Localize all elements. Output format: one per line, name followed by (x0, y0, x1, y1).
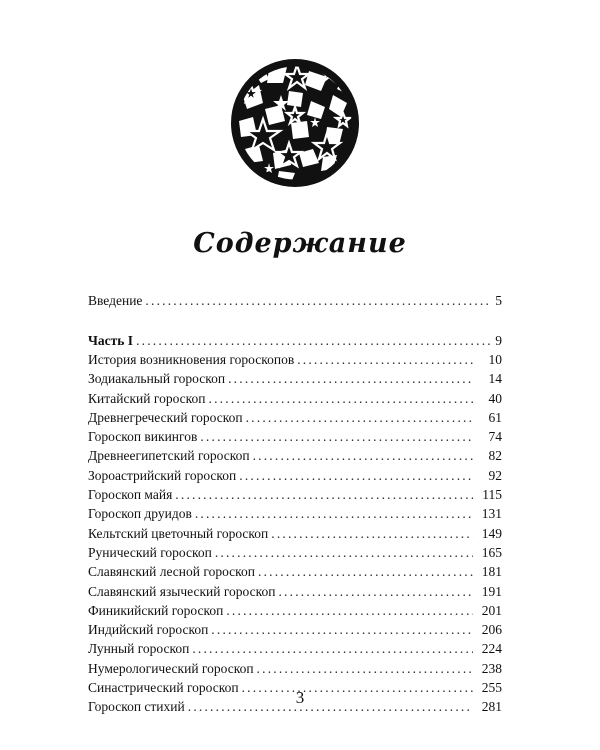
toc-entry-label: Китайский гороскоп (88, 390, 206, 406)
toc-dot-leader (195, 506, 473, 522)
toc-entry-label: Славянский лесной гороскоп (88, 564, 255, 580)
toc-entry-label: Гороскоп викингов (88, 429, 198, 445)
toc-entry-label: Индийский гороскоп (88, 622, 209, 638)
toc-entry (88, 391, 502, 410)
toc-entry-page: 224 (481, 641, 502, 657)
page-title: Содержание (193, 228, 407, 259)
toc-entry-label: Финикийский гороскоп (88, 602, 224, 618)
toc-entry (88, 448, 502, 467)
page-number: 3 (295, 688, 305, 707)
toc-entry-page: 82 (488, 448, 502, 464)
toc-dot-leader (175, 487, 473, 503)
toc-dot-leader (211, 622, 473, 638)
toc-chapter-list (88, 352, 502, 719)
toc-dot-leader (215, 545, 473, 561)
toc-entry (88, 564, 502, 583)
toc-entry-page: 9 (495, 333, 502, 348)
toc-dot-leader (192, 641, 473, 657)
toc-entry-page: 14 (488, 371, 502, 387)
toc-entry (88, 545, 502, 564)
toc-dot-leader (228, 371, 473, 387)
toc-entry (88, 429, 502, 448)
toc-entry-page: 115 (482, 487, 502, 503)
toc-entry-label: Гороскоп стихий (88, 699, 185, 715)
toc-entry (88, 487, 502, 506)
toc-entry-label: Зодиакальный гороскоп (88, 371, 226, 387)
toc-entry-page: 181 (481, 564, 502, 580)
toc-entry-page: 255 (481, 680, 502, 696)
toc-part (88, 333, 502, 352)
toc-dot-leader (226, 603, 473, 619)
toc-dot-leader (209, 391, 473, 407)
toc-entry-page: 281 (481, 699, 502, 715)
toc-entry (88, 468, 502, 487)
toc-entry-page: 191 (481, 583, 502, 599)
toc-entry-label: Введение (88, 293, 143, 308)
toc-entry-label: Древнеегипетский гороскоп (88, 448, 250, 464)
toc-dot-leader (136, 333, 492, 349)
toc-entry-intro (88, 293, 502, 312)
toc-entry (88, 584, 502, 603)
toc-entry (88, 410, 502, 429)
toc-entry (88, 641, 502, 660)
toc-dot-leader (278, 584, 473, 600)
toc-dot-leader (257, 661, 473, 677)
toc-entry (88, 371, 502, 390)
toc-entry (88, 603, 502, 622)
toc-dot-leader (145, 293, 492, 309)
toc-entry-label: Рунический гороскоп (88, 544, 212, 560)
toc-entry-label: Древнегреческий гороскоп (88, 409, 243, 425)
toc-entry (88, 526, 502, 545)
toc-entry-label: Синастрический гороскоп (88, 680, 239, 696)
toc-dot-leader (200, 429, 473, 445)
toc-entry (88, 352, 502, 371)
toc-entry (88, 661, 502, 680)
toc-entry-page: 131 (481, 506, 502, 522)
toc-entry-page: 238 (481, 660, 502, 676)
toc-entry-page: 149 (481, 525, 502, 541)
toc-entry (88, 506, 502, 525)
toc-entry-page: 92 (488, 467, 502, 483)
toc-entry-page: 5 (495, 293, 502, 308)
toc-entry-page: 165 (481, 544, 502, 560)
toc-entry-label: Нумерологический гороскоп (88, 660, 254, 676)
toc-dot-leader (297, 352, 473, 368)
toc-entry-page: 40 (488, 390, 502, 406)
toc-entry-label: Лунный гороскоп (88, 641, 190, 657)
toc-dot-leader (258, 564, 473, 580)
toc-entry-label: Славянский языческий гороскоп (88, 583, 276, 599)
toc-entry-page: 10 (488, 352, 502, 367)
toc-entry-part (88, 333, 502, 352)
toc-entry-page: 74 (488, 429, 502, 445)
star-circle-emblem-icon (229, 57, 361, 189)
toc-entry-page: 201 (481, 602, 502, 618)
toc-dot-leader (271, 526, 473, 542)
toc-dot-leader (246, 410, 473, 426)
toc-entry-page: 61 (488, 409, 502, 425)
toc-entry-label: Гороскоп друидов (88, 506, 192, 522)
toc-dot-leader (239, 468, 473, 484)
toc-intro (88, 293, 502, 312)
toc-entry-label: Зороастрийский гороскоп (88, 467, 237, 483)
toc-dot-leader (253, 448, 473, 464)
toc-entry-label: Кельтский цветочный гороскоп (88, 525, 269, 541)
toc-entry-page: 206 (481, 622, 502, 638)
toc-entry-label: Гороскоп майя (88, 487, 173, 503)
toc-entry (88, 622, 502, 641)
toc-entry-label: История возникновения гороскопов (88, 352, 295, 367)
toc-entry-label: Часть I (88, 333, 134, 348)
